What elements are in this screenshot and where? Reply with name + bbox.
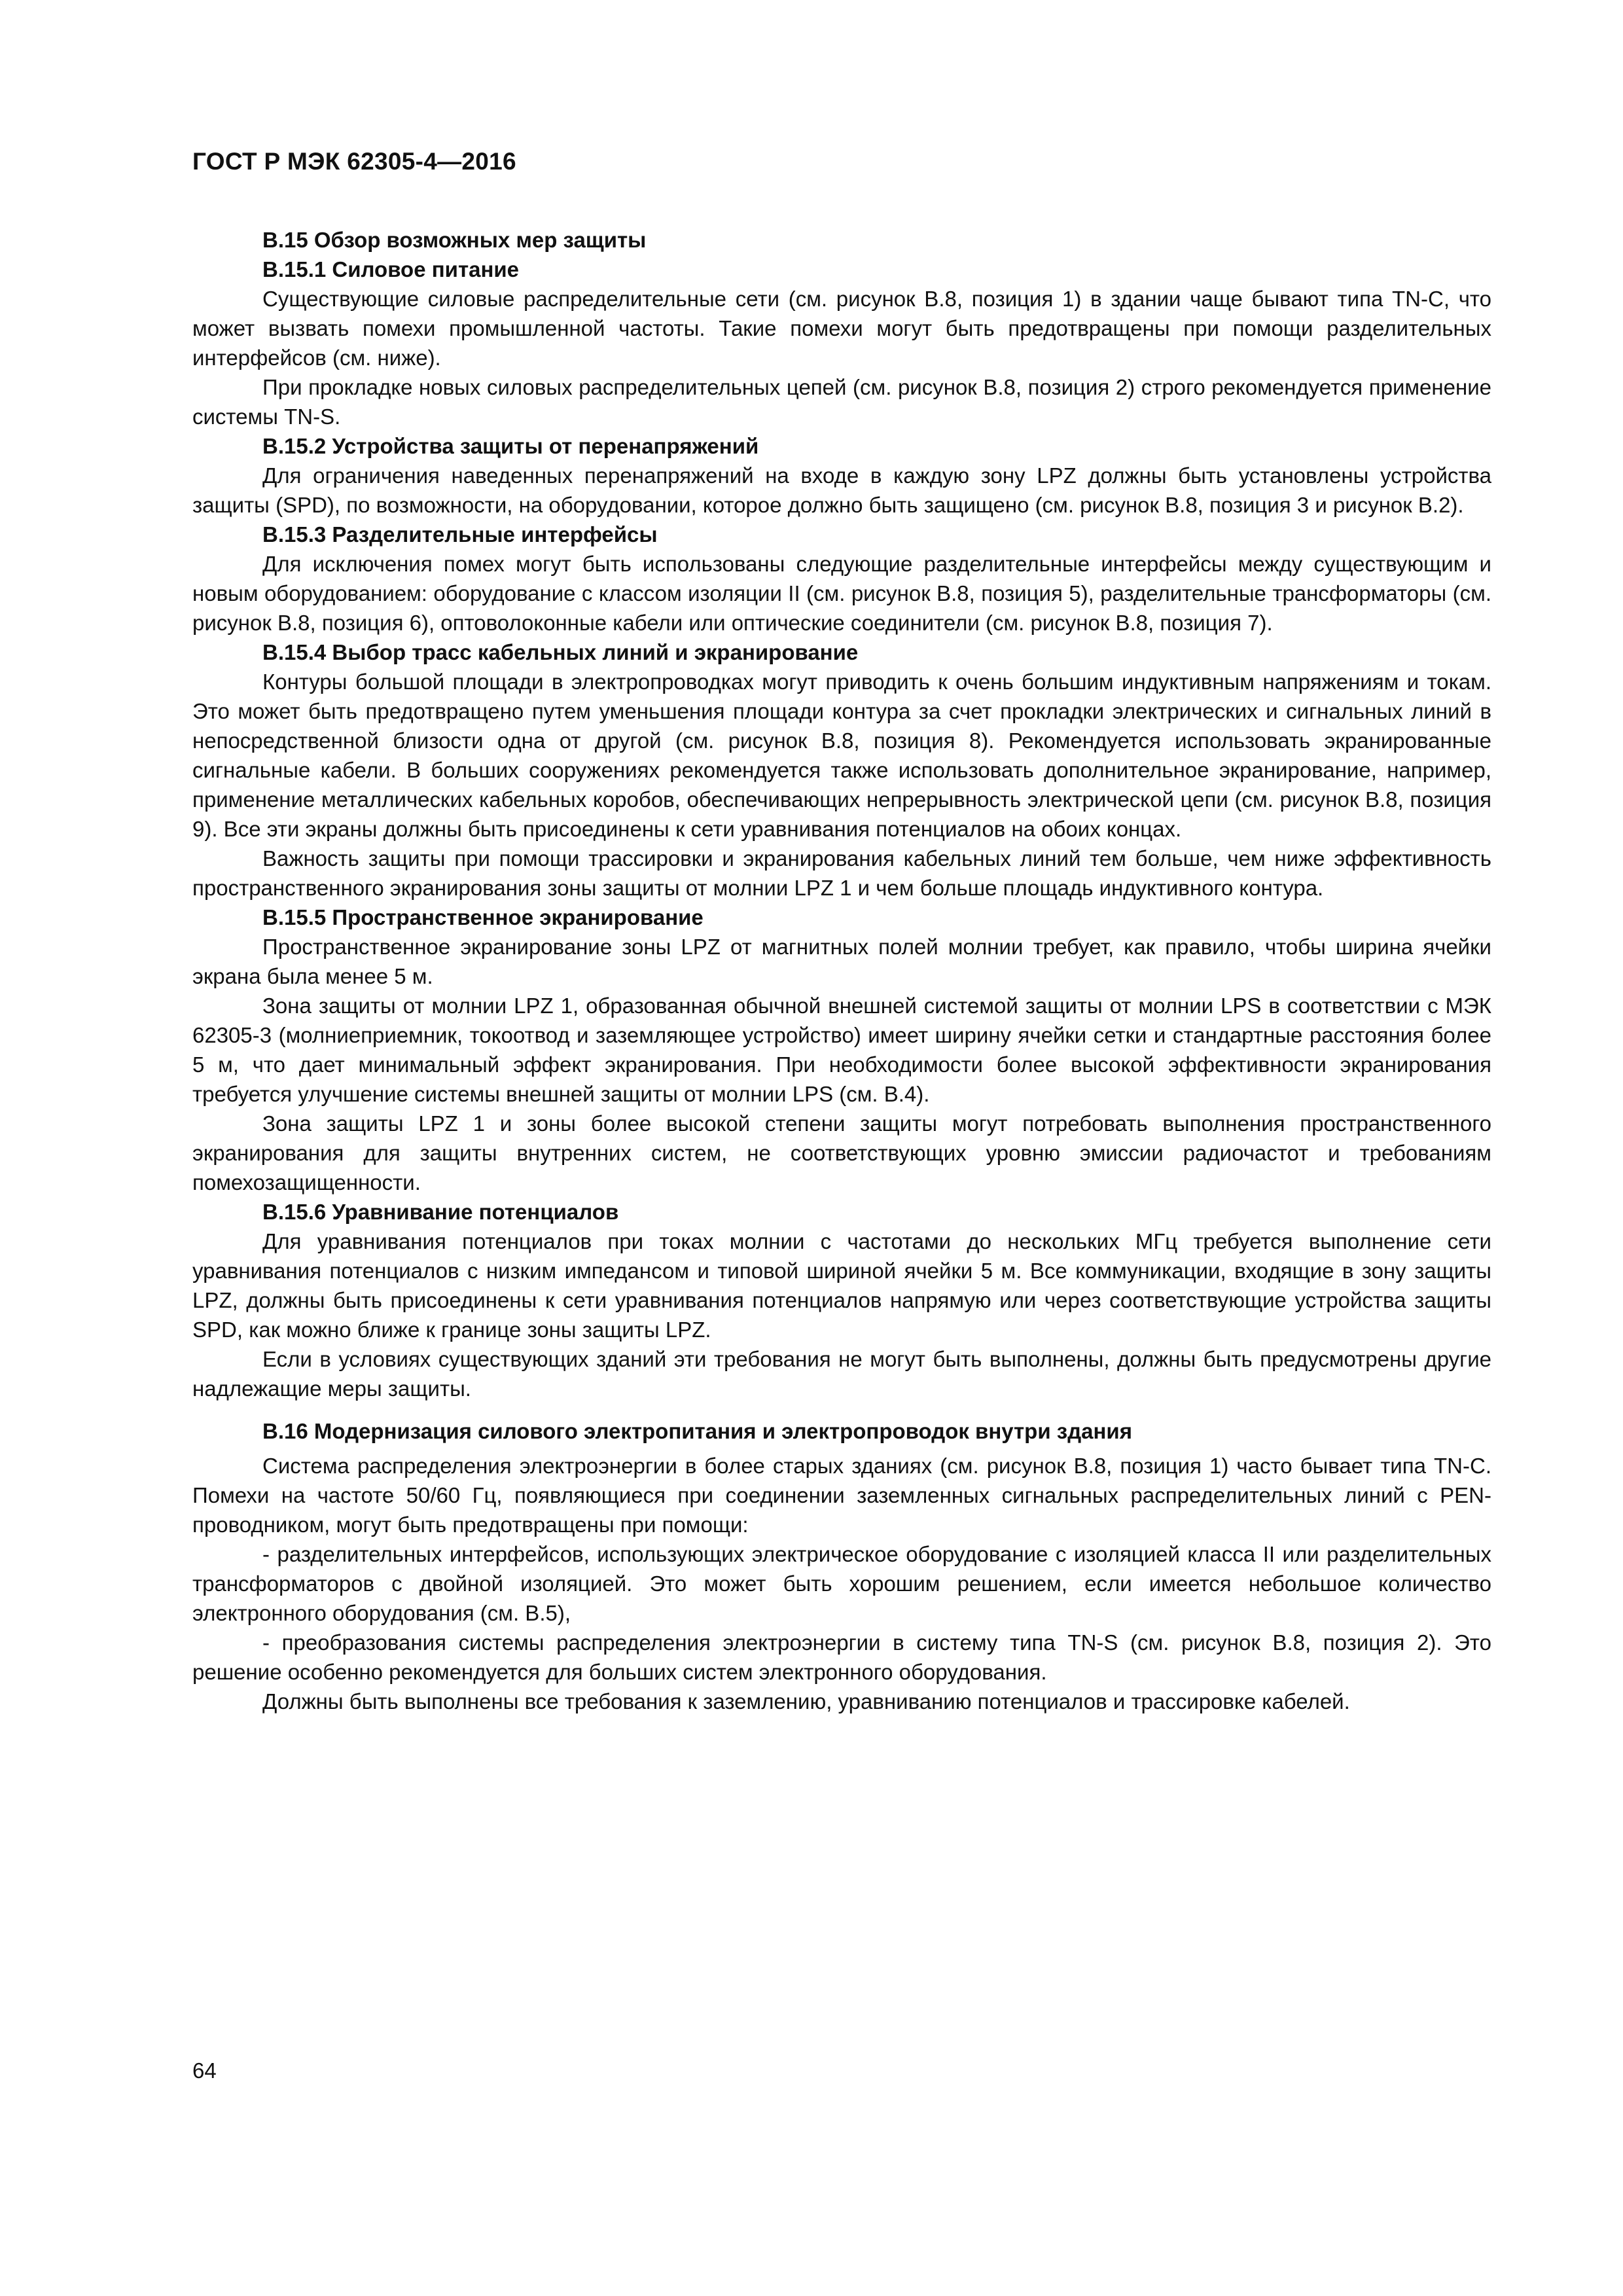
section-heading-b16: B.16 Модернизация силового электропитания и электропроводок внутри здания	[262, 1419, 1132, 1443]
paragraph: Если в условиях существующих зданий эти требования не могут быть выполнены, должны быть предусмотрены другие надлежащие меры защиты.	[192, 1347, 1491, 1401]
paragraph: Важность защиты при помощи трассировки и экранирования кабельных линий тем больше, чем ниже эффективность пространственного экранирования зоны защиты от молнии LPZ 1 и чем больше площадь индуктивного контура.	[192, 846, 1491, 900]
document-header-title: ГОСТ Р МЭК 62305-4—2016	[192, 148, 516, 175]
list-item: - разделительных интерфейсов, использующих электрическое оборудование с изоляцией класса II или разделительных трансформаторов с двойной изоляцией. Это может быть хорошим решением, если имеется небольшое количество электронного оборудования (см. B.5),	[192, 1542, 1491, 1625]
document-body	[192, 223, 1491, 1716]
paragraph: Должны быть выполнены все требования к заземлению, уравниванию потенциалов и трассировке кабелей.	[262, 1689, 1350, 1713]
section-heading-b15-5: B.15.5 Пространственное экранирование	[262, 905, 704, 929]
paragraph: Пространственное экранирование зоны LPZ от магнитных полей молнии требует, как правило, чтобы ширина ячейки экрана была менее 5 м.	[192, 935, 1491, 988]
page-number: 64	[192, 2058, 217, 2083]
paragraph: Система распределения электроэнергии в более старых зданиях (см. рисунок B.8, позиция 1) часто бывает типа TN-C. Помехи на частоте 50/60 Гц, появляющиеся при соединении заземленных сигнальных распределительных линий с PEN-проводником, могут быть предотвращены при помощи:	[192, 1454, 1492, 1537]
section-heading-b15: B.15 Обзор возможных мер защиты	[262, 228, 647, 252]
paragraph: Зона защиты от молнии LPZ 1, образованная обычной внешней системой защиты от молнии LPS в соответствии с МЭК 62305-3 (молниеприемник, токоотвод и заземляющее устройство) имеет ширину ячейки сетки и стандартные расстояния более 5 м, что дает минимальный эффект экранирования. При необходимости более высокой эффективности экранирования требуется улучшение системы внешней защиты от молнии LPS (см. B.4).	[192, 994, 1491, 1106]
list-item: - преобразования системы распределения электроэнергии в систему типа TN-S (см. рисунок B.8, позиция 2). Это решение особенно рекомендуется для больших систем электронного оборудования.	[192, 1630, 1491, 1684]
section-heading-b15-1: B.15.1 Силовое питание	[262, 257, 520, 281]
paragraph: Существующие силовые распределительные сети (см. рисунок B.8, позиция 1) в здании чаще бывают типа TN-C, что может вызвать помехи промышленной частоты. Такие помехи могут быть предотвращены при помощи разделительных интерфейсов (см. ниже).	[192, 287, 1491, 370]
paragraph: Для уравнивания потенциалов при токах молнии с частотами до нескольких МГц требуется выполнение сети уравнивания потенциалов с низким импедансом и типовой шириной ячейки 5 м. Все коммуникации, входящие в зону защиты LPZ, должны быть присоединены к сети уравнивания потенциалов напрямую или через соответствующие устройства защиты SPD, как можно ближе к границе зоны защиты LPZ.	[192, 1229, 1491, 1342]
section-heading-b15-3: B.15.3 Разделительные интерфейсы	[262, 522, 658, 547]
paragraph: При прокладке новых силовых распределительных цепей (см. рисунок B.8, позиция 2) строго рекомендуется применение системы TN-S.	[192, 375, 1491, 429]
section-heading-b15-6: B.15.6 Уравнивание потенциалов	[262, 1200, 619, 1224]
paragraph: Зона защиты LPZ 1 и зоны более высокой степени защиты могут потребовать выполнения пространственного экранирования для защиты внутренних систем, не соответствующих уровню эмиссии радиочастот и требованиям помехозащищенности.	[192, 1111, 1491, 1194]
paragraph: Контуры большой площади в электропроводках могут приводить к очень большим индуктивным напряжениям и токам. Это может быть предотвращено путем уменьшения площади контура за счет прокладки электрических и сигнальных линий в непосредственной близости одна от другой (см. рисунок B.8, позиция 8). Рекомендуется использовать экранированные сигнальные кабели. В больших сооружениях рекомендуется также использовать дополнительное экранирование, например, применение металлических кабельных коробов, обеспечивающих непрерывность электрической цепи (см. рисунок B.8, позиция 9). Все эти экраны должны быть присоединены к сети уравнивания потенциалов на обоих концах.	[192, 670, 1491, 841]
paragraph: Для исключения помех могут быть использованы следующие разделительные интерфейсы между существующим и новым оборудованием: оборудование с классом изоляции II (см. рисунок B.8, позиция 5), разделительные трансформаторы (см. рисунок B.8, позиция 6), оптоволоконные кабели или оптические соединители (см. рисунок B.8, позиция 7).	[192, 552, 1491, 635]
paragraph: Для ограничения наведенных перенапряжений на входе в каждую зону LPZ должны быть установлены устройства защиты (SPD), по возможности, на оборудовании, которое должно быть защищено (см. рисунок B.8, позиция 3 и рисунок B.2).	[192, 463, 1491, 517]
section-heading-b15-4: B.15.4 Выбор трасс кабельных линий и экранирование	[262, 640, 859, 664]
section-heading-b15-2: B.15.2 Устройства защиты от перенапряжений	[262, 434, 759, 458]
